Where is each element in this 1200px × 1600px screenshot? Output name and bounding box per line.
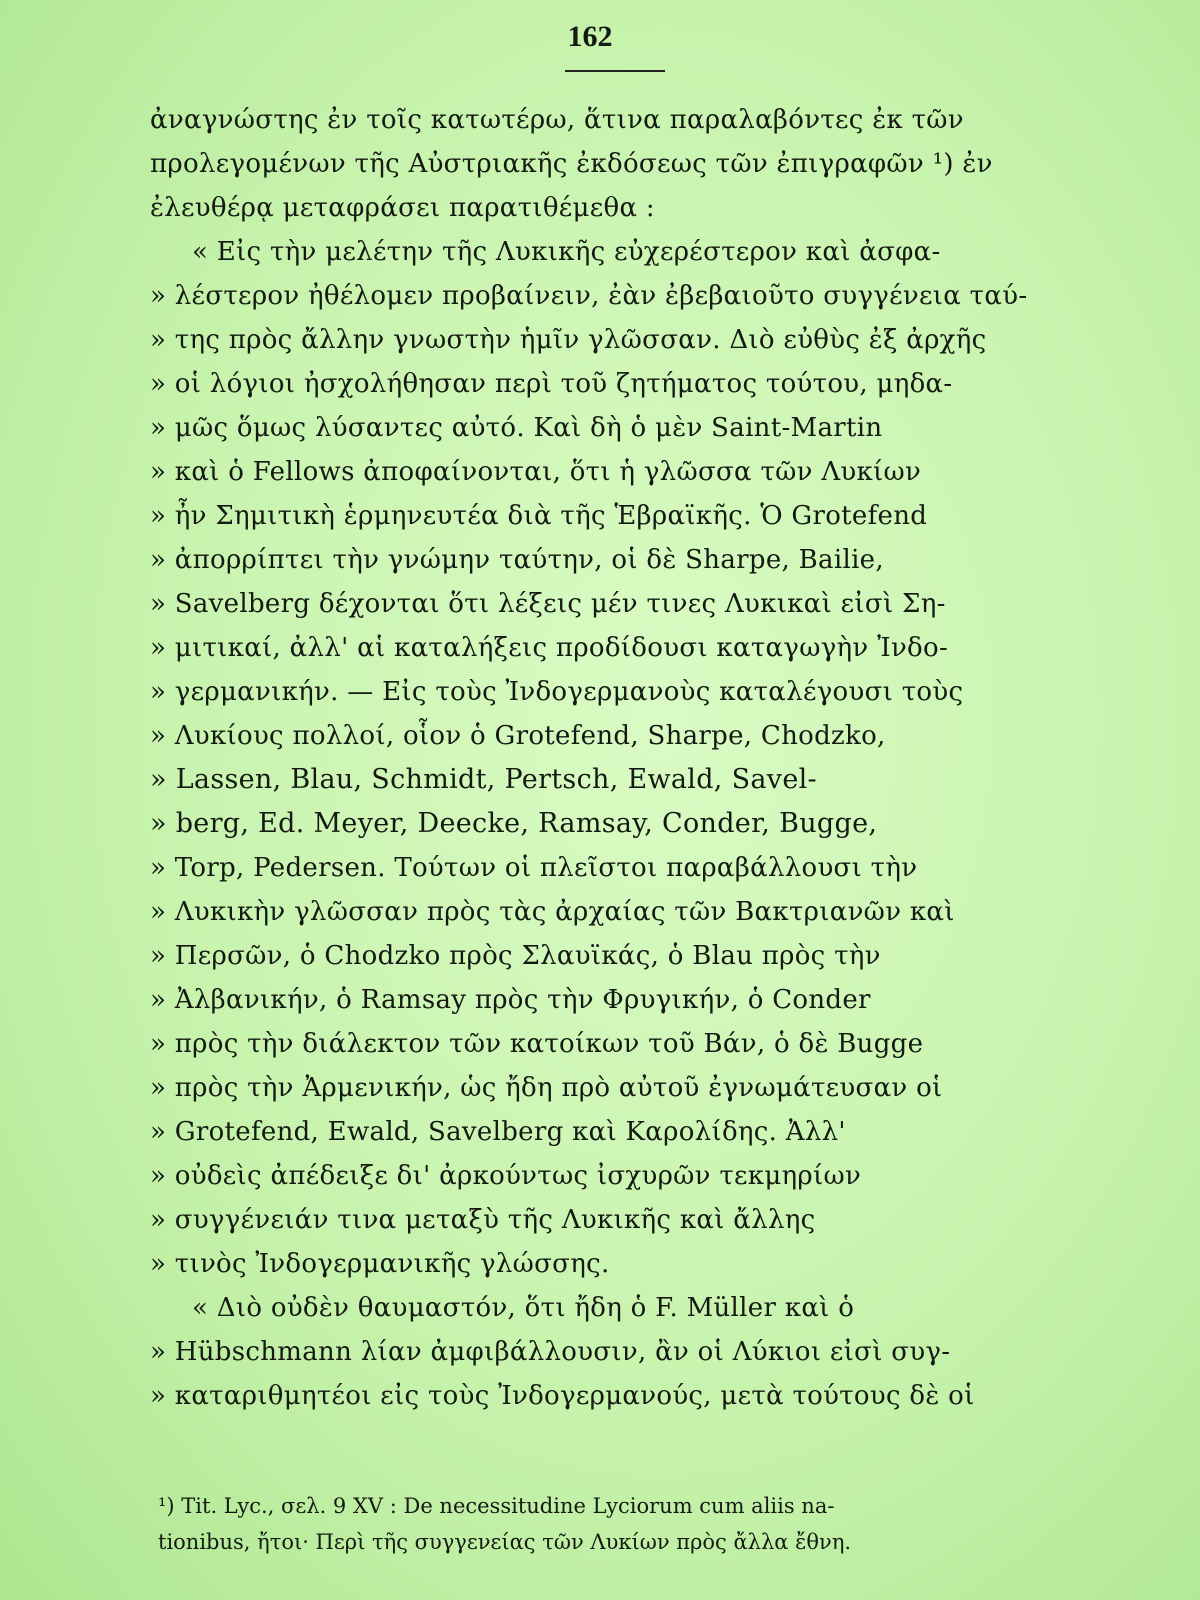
text-line: » πρὸς τὴν διάλεκτον τῶν κατοίκων τοῦ Βάν, ὁ δὲ Bugge [150,1029,924,1059]
text-line: » Torp, Pedersen. Τούτων οἱ πλεῖστοι παραβάλλουσι τὴν [150,853,918,883]
text-line: » ἦν Σημιτικὴ ἑρμηνευτέα διὰ τῆς Ἑβραϊκῆς. Ὁ Grotefend [150,501,928,531]
text-line: προλεγομένων τῆς Αὐστριακῆς ἐκδόσεως τῶν ἐπιγραφῶν ¹) ἐν [150,149,993,179]
text-line: » μιτικαί, ἀλλ' αἱ καταλήξεις προδίδουσι καταγωγὴν Ἰνδο- [150,633,949,663]
footnote-line: tionibus, ἤτοι· Περὶ τῆς συγγενείας τῶν Λυκίων πρὸς ἄλλα ἔθνη. [158,1530,852,1554]
text-line: » της πρὸς ἄλλην γνωστὴν ἡμῖν γλῶσσαν. Διὸ εὐθὺς ἐξ ἀρχῆς [150,325,987,355]
text-line: ἀναγνώστης ἐν τοῖς κατωτέρω, ἅτινα παραλαβόντες ἐκ τῶν [150,105,964,135]
text-line: » πρὸς τὴν Ἀρμενικήν, ὡς ἤδη πρὸ αὐτοῦ ἐγνωμάτευσαν οἱ [150,1073,943,1103]
text-line: » Savelberg δέχονται ὅτι λέξεις μέν τινες Λυκικαὶ εἰσὶ Ση- [150,589,946,619]
footnote-line: ¹) Tit. Lyc., σελ. 9 XV : De necessitudine Lyciorum cum aliis na- [158,1494,835,1518]
text-line: « Διὸ οὐδὲν θαυμαστόν, ὅτι ἤδη ὁ F. Müller καὶ ὁ [192,1293,855,1323]
text-line: » τινὸς Ἰνδογερμανικῆς γλώσσης. [150,1249,610,1279]
text-line: » berg, Ed. Meyer, Deecke, Ramsay, Conder, Bugge, [150,808,878,839]
body-text [150,98,1094,1418]
text-line: » οἱ λόγιοι ἠσχολήθησαν περὶ τοῦ ζητήματος τούτου, μηδα- [150,369,953,399]
text-line: » Ἀλβανικήν, ὁ Ramsay πρὸς τὴν Φρυγικήν, ὁ Conder [150,985,871,1015]
text-line: » οὐδεὶς ἀπέδειξε δι' ἀρκούντως ἰσχυρῶν τεκμηρίων [150,1161,862,1191]
text-line: » Lassen, Blau, Schmidt, Pertsch, Ewald, Savel- [150,764,817,795]
text-line: » Grotefend, Ewald, Savelberg καὶ Καρολίδης. Ἀλλ' [150,1117,846,1147]
text-line: » συγγένειάν τινα μεταξὺ τῆς Λυκικῆς καὶ ἄλλης [150,1205,816,1235]
text-line: » καταριθμητέοι εἰς τοὺς Ἰνδογερμανούς, μετὰ τούτους δὲ οἱ [150,1381,975,1411]
text-line: » Περσῶν, ὁ Chodzko πρὸς Σλαυϊκάς, ὁ Blau πρὸς τὴν [150,941,881,971]
text-line: » καὶ ὁ Fellows ἀποφαίνονται, ὅτι ἡ γλῶσσα τῶν Λυκίων [150,457,922,487]
text-line: » Λυκικὴν γλῶσσαν πρὸς τὰς ἀρχαίας τῶν Βακτριανῶν καὶ [150,897,955,927]
page-number: 162 [567,20,613,53]
text-line: » ἀπορρίπτει τὴν γνώμην ταύτην, οἱ δὲ Sharpe, Bailie, [150,545,884,575]
footnotes [158,1488,1058,1560]
text-line: » γερμανικήν. — Εἰς τοὺς Ἰνδογερμανοὺς καταλέγουσι τοὺς [150,677,964,707]
text-line: » λέστερον ἠθέλομεν προβαίνειν, ἐὰν ἐβεβαιοῦτο συγγένεια ταύ- [150,281,1028,311]
text-line: » μῶς ὅμως λύσαντες αὐτό. Καὶ δὴ ὁ μὲν Saint-Martin [150,413,883,443]
text-line: » Λυκίους πολλοί, οἷον ὁ Grotefend, Sharpe, Chodzko, [150,721,886,751]
text-line: » Hübschmann λίαν ἀμφιβάλλουσιν, ἂν οἱ Λύκιοι εἰσὶ συγ- [150,1337,951,1367]
text-line: « Εἰς τὴν μελέτην τῆς Λυκικῆς εὐχερέστερον καὶ ἀσφα- [192,237,941,267]
text-line: ἐλευθέρᾳ μεταφράσει παρατιθέμεθα : [150,193,655,223]
header-rule [565,70,665,72]
